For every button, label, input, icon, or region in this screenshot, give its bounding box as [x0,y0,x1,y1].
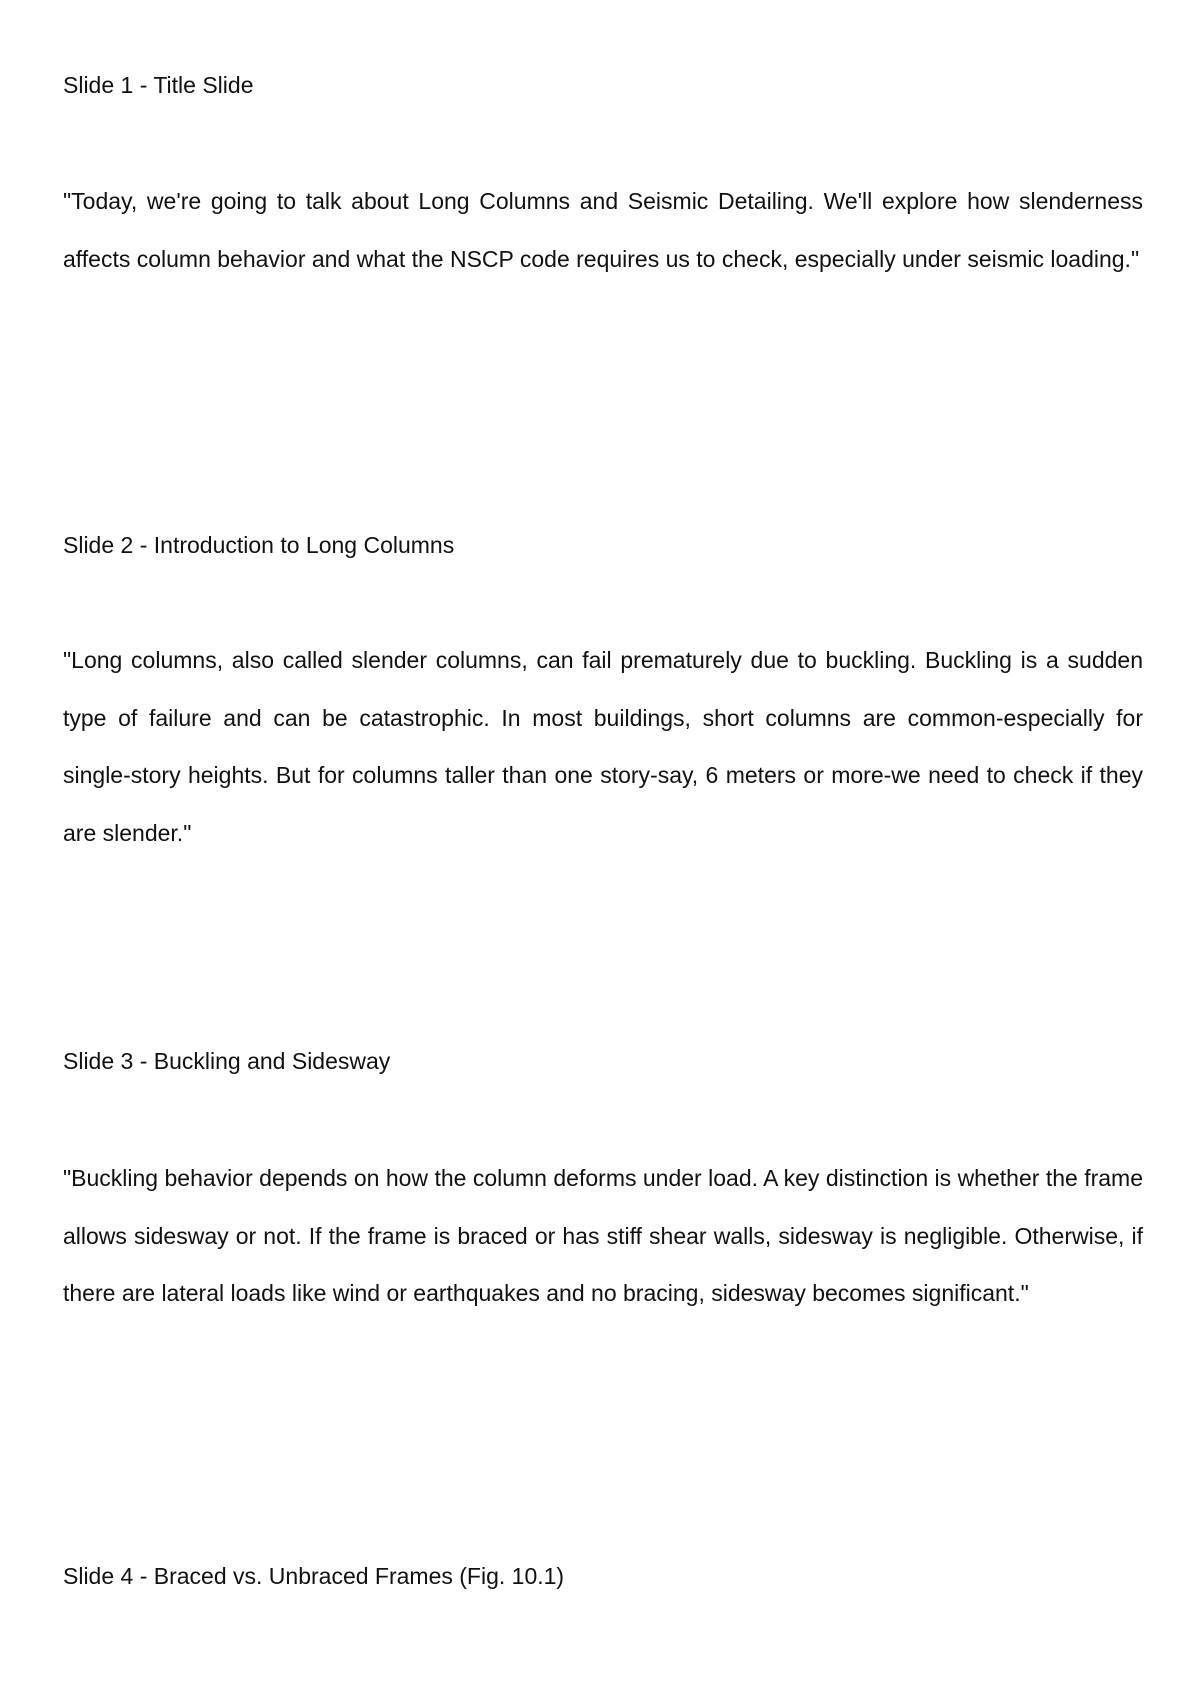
slide-4-heading: Slide 4 - Braced vs. Unbraced Frames (Fig. 10.1) [63,1563,565,1589]
slide-1-text: "Today, we're going to talk about Long Columns and Seismic Detailing. We'll explore how slenderness affects column behavior and what the NSCP code requires us to check, especially under seismic loading." [63,188,1143,272]
slide-2-text: "Long columns, also called slender columns, can fail prematurely due to buckling. Buckling is a sudden type of failure and can be catastrophic. In most buildings, short columns are common-especially for single-story heights. But for columns taller than one story-say, 6 meters or more-we need to check if they are slender." [63,647,1143,846]
slide-3-heading: Slide 3 - Buckling and Sidesway [63,1048,391,1074]
slide-2-heading: Slide 2 - Introduction to Long Columns [63,532,455,558]
slide-1-heading: Slide 1 - Title Slide [63,72,254,98]
slide-3-text: "Buckling behavior depends on how the column deforms under load. A key distinction is whether the frame allows sidesway or not. If the frame is braced or has stiff shear walls, sidesway is negligible. Otherwise, if there are lateral loads like wind or earthquakes and no bracing, sidesway becomes significant." [63,1165,1143,1306]
